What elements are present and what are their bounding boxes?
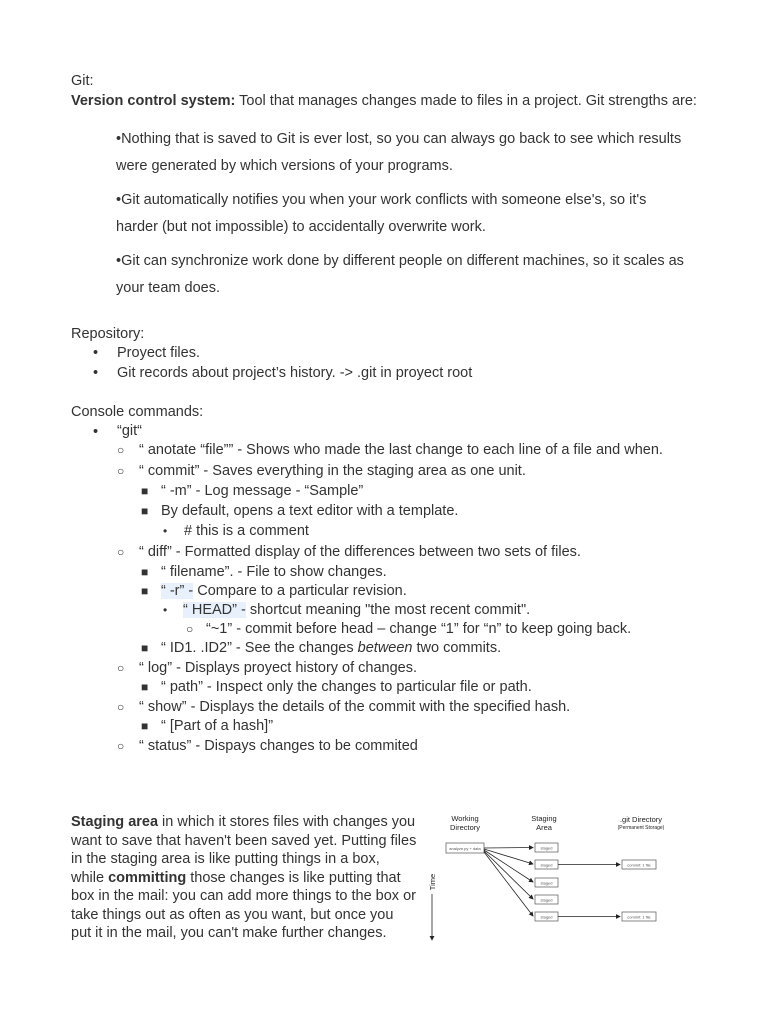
staging-line-5: box in the mail: you can add more things to the box or	[71, 888, 416, 904]
strength-2-line1: •Git automatically notifies you when your work conflicts with someone else's, so it's	[116, 192, 647, 208]
square-bullet-icon: ■	[141, 504, 149, 518]
cmd-commit-m: “ -m” - Log message - “Sample”	[161, 483, 364, 499]
square-bullet-icon: ■	[141, 484, 149, 498]
col-working-label-2: Directory	[449, 823, 481, 832]
cmd-log: “ log” - Displays proyect history of changes.	[139, 660, 418, 676]
col-staging-label-2: Area	[536, 823, 552, 832]
staging-diagram	[426, 810, 671, 945]
highlighted-text: “ HEAD” -	[183, 602, 246, 618]
cmd-log-path: “ path” - Inspect only the changes to particular file or path.	[161, 679, 532, 695]
vcs-label: Version control system:	[71, 93, 236, 109]
cmd-diff-r-desc: Compare to a particular revision.	[193, 583, 407, 599]
cmd-commit-default: By default, opens a text editor with a template.	[161, 503, 459, 519]
page-heading: Git:	[71, 73, 94, 89]
circle-bullet-icon: ○	[117, 443, 125, 457]
circle-bullet-icon: ○	[117, 739, 125, 753]
col-git-label: .git Directory	[619, 815, 663, 824]
cmd-head-desc: shortcut meaning "the most recent commit".	[245, 602, 531, 618]
square-bullet-icon: ■	[141, 641, 149, 655]
col-working-label: Working	[451, 814, 479, 823]
cmd-id-range	[161, 640, 501, 656]
cmd-id-emphasis: between	[357, 640, 413, 656]
strength-1	[116, 126, 681, 180]
cmd-show: “ show” - Displays the details of the commit with the specified hash.	[139, 699, 571, 715]
square-bullet-icon: ■	[141, 584, 149, 598]
repository-item: Proyect files.	[117, 345, 200, 361]
cmd-status: “ status” - Dispays changes to be commited	[139, 738, 418, 754]
staging-term: Staging area	[71, 814, 159, 830]
stage-arrow	[484, 851, 533, 899]
staging-line-2: want to save that haven't been saved yet. Putting files	[71, 832, 417, 849]
circle-bullet-icon: ○	[117, 545, 125, 559]
cmd-commit-comment: # this is a comment	[184, 523, 309, 539]
staging-line-4-pre: while	[71, 869, 109, 886]
strength-1-line2: were generated by which versions of your programs.	[116, 158, 453, 174]
cmd-commit: “ commit” - Saves everything in the staging area as one unit.	[139, 463, 526, 479]
cmd-diff-r	[161, 583, 407, 599]
stage-arrow	[484, 850, 533, 882]
stage-arrow	[484, 848, 533, 849]
strength-2-line2: harder (but not impossible) to accidentally overwrite work.	[116, 219, 486, 235]
square-bullet-icon: ■	[141, 719, 149, 733]
cmd-diff-filename: “ filename”. - File to show changes.	[161, 564, 387, 580]
staging-line-4: those changes is like putting that	[186, 869, 401, 886]
commit-label: commit: 1 file	[627, 862, 651, 868]
cmd-head	[183, 602, 530, 618]
strength-1-line1: •Nothing that is saved to Git is ever lost, so you can always go back to see which results	[116, 131, 682, 147]
staging-line-7: put it in the mail, you can't make further changes.	[71, 925, 387, 941]
cmd-annotate: “ anotate “file”” - Shows who made the last change to each line of a file and when.	[139, 442, 663, 458]
square-bullet-icon: ■	[141, 680, 149, 694]
circle-bullet-icon: ○	[186, 622, 194, 636]
bullet-icon: •	[93, 345, 99, 361]
staged-label: staged	[540, 897, 553, 903]
vcs-definition	[71, 93, 697, 109]
strength-3-line1: •Git can synchronize work done by different people on different machines, so it scales as	[116, 253, 684, 269]
staged-label: staged	[540, 914, 553, 920]
col-staging-label: Staging	[531, 814, 557, 823]
bullet-icon: •	[163, 524, 168, 538]
highlighted-text: “ -r” -	[161, 583, 194, 599]
staging-area-paragraph	[71, 813, 431, 943]
staged-label: staged	[540, 845, 553, 851]
repository-title: Repository:	[71, 326, 145, 342]
vcs-text: Tool that manages changes made to files in a project. Git strengths are:	[235, 93, 697, 109]
circle-bullet-icon: ○	[117, 700, 125, 714]
bullet-icon: •	[93, 424, 99, 440]
repository-item: Git records about project’s history. -> .git in proyect root	[117, 365, 473, 381]
circle-bullet-icon: ○	[117, 464, 125, 478]
staging-line-6: take things out as often as you want, but once you	[71, 906, 394, 923]
strength-3	[116, 248, 684, 302]
staged-label: staged	[540, 880, 553, 886]
circle-bullet-icon: ○	[117, 661, 125, 675]
strength-3-line2: your team does.	[116, 280, 220, 296]
cmd-id-text-end: two commits.	[412, 640, 502, 656]
strength-2	[116, 187, 646, 241]
cmd-diff: “ diff” - Formatted display of the differences between two sets of files.	[139, 544, 581, 560]
working-file-label: analyze.py + data	[449, 846, 481, 851]
cmd-git: “git“	[117, 423, 142, 439]
cmd-show-hash: “ [Part of a hash]”	[161, 718, 274, 734]
staging-line-1: in which it stores files with changes you	[158, 814, 416, 830]
staged-label: staged	[540, 862, 553, 868]
square-bullet-icon: ■	[141, 565, 149, 579]
committing-term: committing	[108, 869, 187, 886]
col-git-sublabel: (Permanent Storage)	[617, 825, 665, 831]
staging-line-3: in the staging area is like putting things in a box,	[71, 851, 380, 867]
bullet-icon: •	[93, 365, 99, 381]
commit-label: commit: 1 file	[627, 914, 651, 920]
time-axis-label: Time	[428, 873, 437, 891]
bullet-icon: •	[163, 603, 168, 617]
console-title: Console commands:	[71, 404, 204, 420]
cmd-tilde: “~1” - commit before head – change “1” for “n” to keep going back.	[206, 621, 632, 637]
cmd-id-text: “ ID1. .ID2” - See the changes	[161, 640, 358, 656]
